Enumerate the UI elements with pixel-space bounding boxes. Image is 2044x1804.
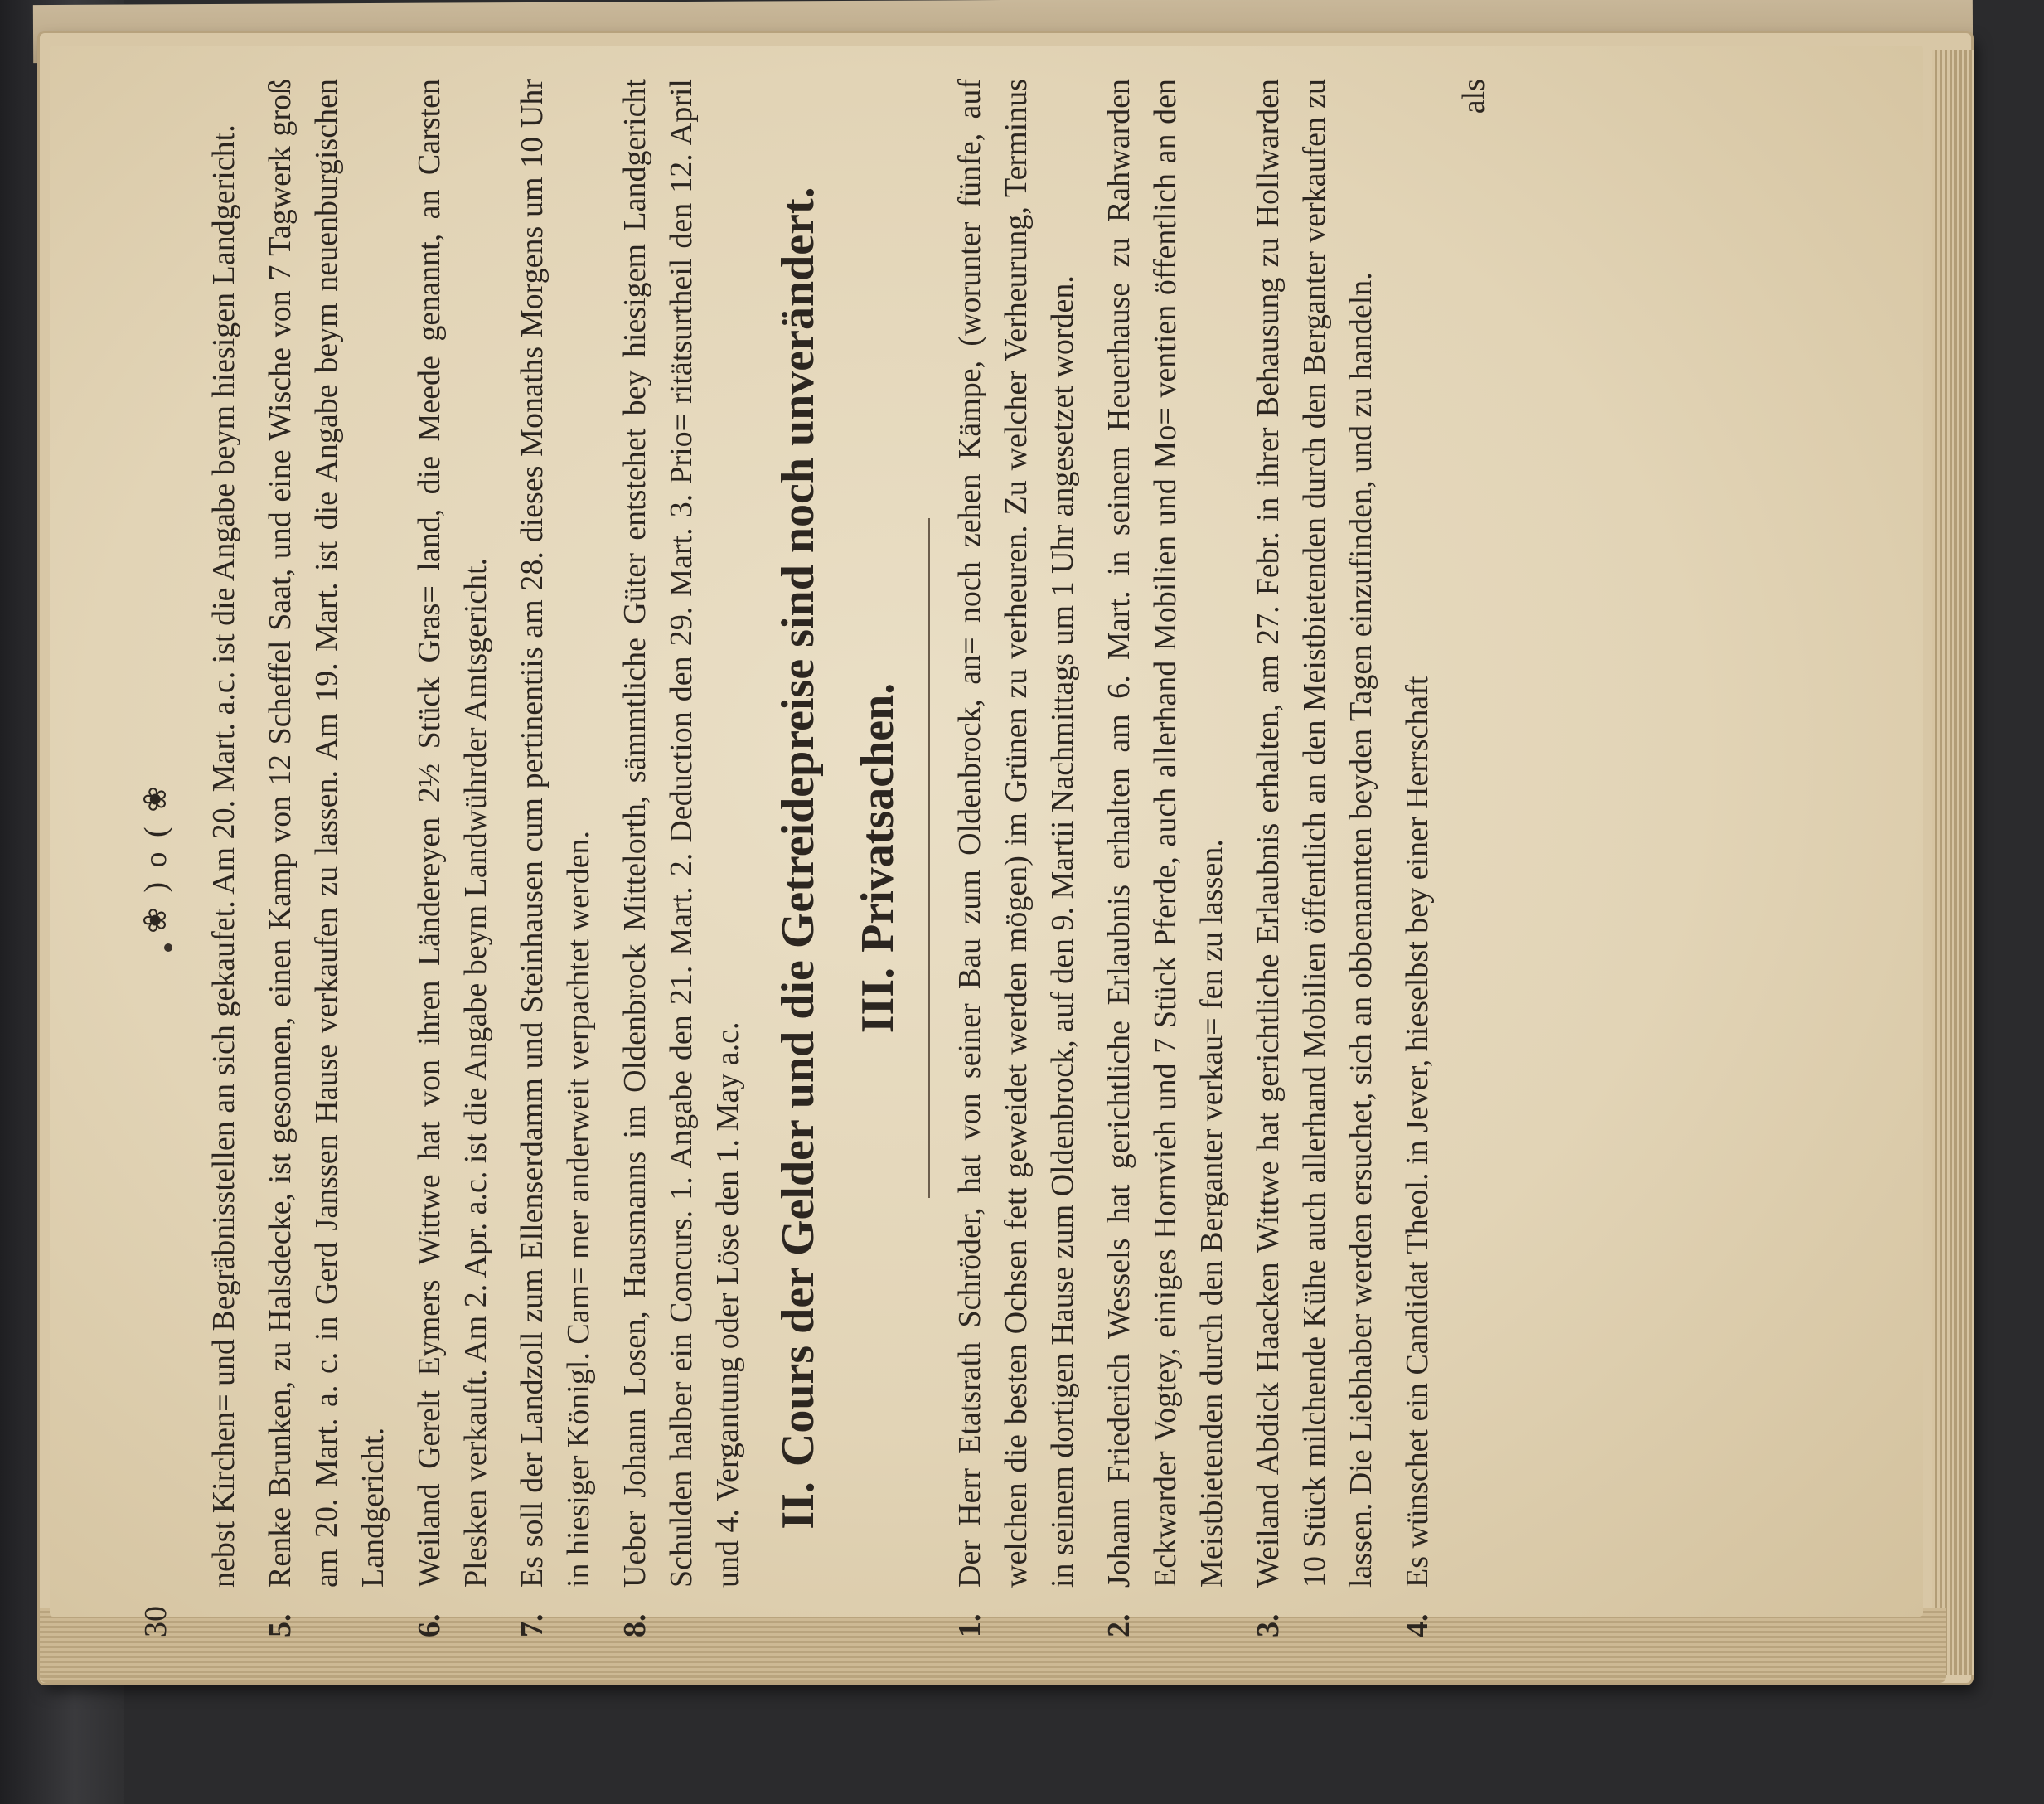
entry-number: 8.: [618, 1613, 652, 1637]
head-ornament: ❀ ) o ( ❀: [138, 783, 173, 934]
section-heading-three: [849, 79, 907, 1637]
entry-5: [257, 79, 396, 1637]
entry-number: 6.: [412, 1613, 447, 1637]
entry-private-1: [947, 79, 1086, 1637]
section-two-roman: II.: [773, 1482, 824, 1530]
entry-text: Renke Brunken, zu Halsdecke, ist gesonnen, einen Kamp von 12 Scheffel Saat, und eine Wische von 7 Tagwerk groß am 20. Mart. a. c. in Gerd Janssen Hause verkaufen zu lassen. Am 19. Mart. ist die Angabe beym neuenburgischen Landgericht.: [263, 79, 390, 1588]
entry-number: 7.: [515, 1613, 550, 1637]
continued-paragraph: nebst Kirchen= und Begräbnisstellen an sich gekaufet. Am 20. Mart. a.c. ist die Angabe beym hiesigen Landgericht.: [206, 124, 241, 1588]
entry-private-2: [1096, 79, 1235, 1637]
page-fore-edge: [1932, 50, 1974, 1675]
page-number: 30: [138, 1606, 173, 1637]
entry-7: [509, 79, 602, 1637]
entry-text: Johann Friederich Wessels hat gerichtliche Erlaubnis erhalten am 6. Mart. in seinem Heuerhause zu Rahwarden Eckwarder Vogtey, einiges Hornvieh und 7 Stück Pferde, auch allerhand Mobilien und Mo= ventien öffentlich an den Meistbietenden durch den Berganter verkau= fen zu lassen.: [1102, 79, 1229, 1588]
rotated-text-block: [124, 79, 1799, 1637]
entry-number: 4.: [1400, 1613, 1435, 1637]
entry-number: 2.: [1102, 1613, 1136, 1637]
catchword: als: [1456, 79, 1491, 114]
running-head: [124, 79, 189, 1637]
entry-text: Weiland Abdick Haacken Wittwe hat gerichtliche Erlaubnis erhalten, am 27. Febr. in ihrer Behausung zu Hollwarden 10 Stück milchende Kühe auch allerhand Mobilien öffentlich an den Meistbietenden durch den Berganter verkaufen zu lassen. Die Liebhaber werden ersuchet, sich an obbenannten beyden Tagen einzufinden, und zu handeln.: [1251, 79, 1378, 1588]
entry-number: 1.: [952, 1613, 987, 1637]
entry-text: Der Herr Etatsrath Schröder, hat von seiner Bau zum Oldenbrock, an= noch zehen Kämpe, (worunter fünfe, auf welchen die besten Ochsen fett geweidet werden mögen) im Grünen zu verheuren. Zu welcher Verheurung, Terminus in seinem dortigen Hause zum Oldenbrock, auf den 9. Martii Nachmittags um 1 Uhr angesetzet worden.: [952, 79, 1080, 1588]
entry-private-3: [1245, 79, 1384, 1637]
entry-text: Es soll der Landzoll zum Ellenserdamm und Steinhausen cum pertinentiis am 28. dieses Monaths Morgens um 10 Uhr in hiesiger Königl. Cam= mer anderweit verpachtet werden.: [515, 79, 596, 1588]
entry-number: 3.: [1251, 1613, 1286, 1637]
section-three-roman: III.: [852, 967, 903, 1034]
section-rule: [928, 518, 930, 1198]
entry-number: 5.: [263, 1613, 298, 1637]
section-three-title: Privatsachen.: [852, 682, 903, 953]
book-page: [50, 46, 1923, 1637]
section-two-title: Cours der Gelder und die Getreidepreise sind noch unverändert.: [773, 187, 824, 1467]
entry-private-4: [1394, 79, 1441, 1637]
entry-text: Weiland Gerelt Eymers Wittwe hat von ihren Ländereyen 2½ Stück Gras= land, die Meede genannt, an Carsten Plesken verkauft. Am 2. Apr. a.c. ist die Angabe beym Landwührder Amtsgericht.: [412, 79, 493, 1588]
entry-8: [612, 79, 751, 1637]
section-heading-two: [769, 79, 827, 1637]
entry-text: Es wünschet ein Candidat Theol. in Jever, hieselbst bey einer Herrschaft: [1400, 676, 1435, 1588]
entry-6: [406, 79, 499, 1637]
entry-text: Ueber Johann Losen, Hausmanns im Oldenbrock Mittelorth, sämmtliche Güter entstehet bey hiesigem Landgericht Schulden halber ein Concurs. 1. Angabe den 21. Mart. 2. Deduction den 29. Mart. 3. Prio= ritätsurtheil den 12. April und 4. Vergantung oder Löse den 1. May a.c.: [618, 79, 745, 1588]
